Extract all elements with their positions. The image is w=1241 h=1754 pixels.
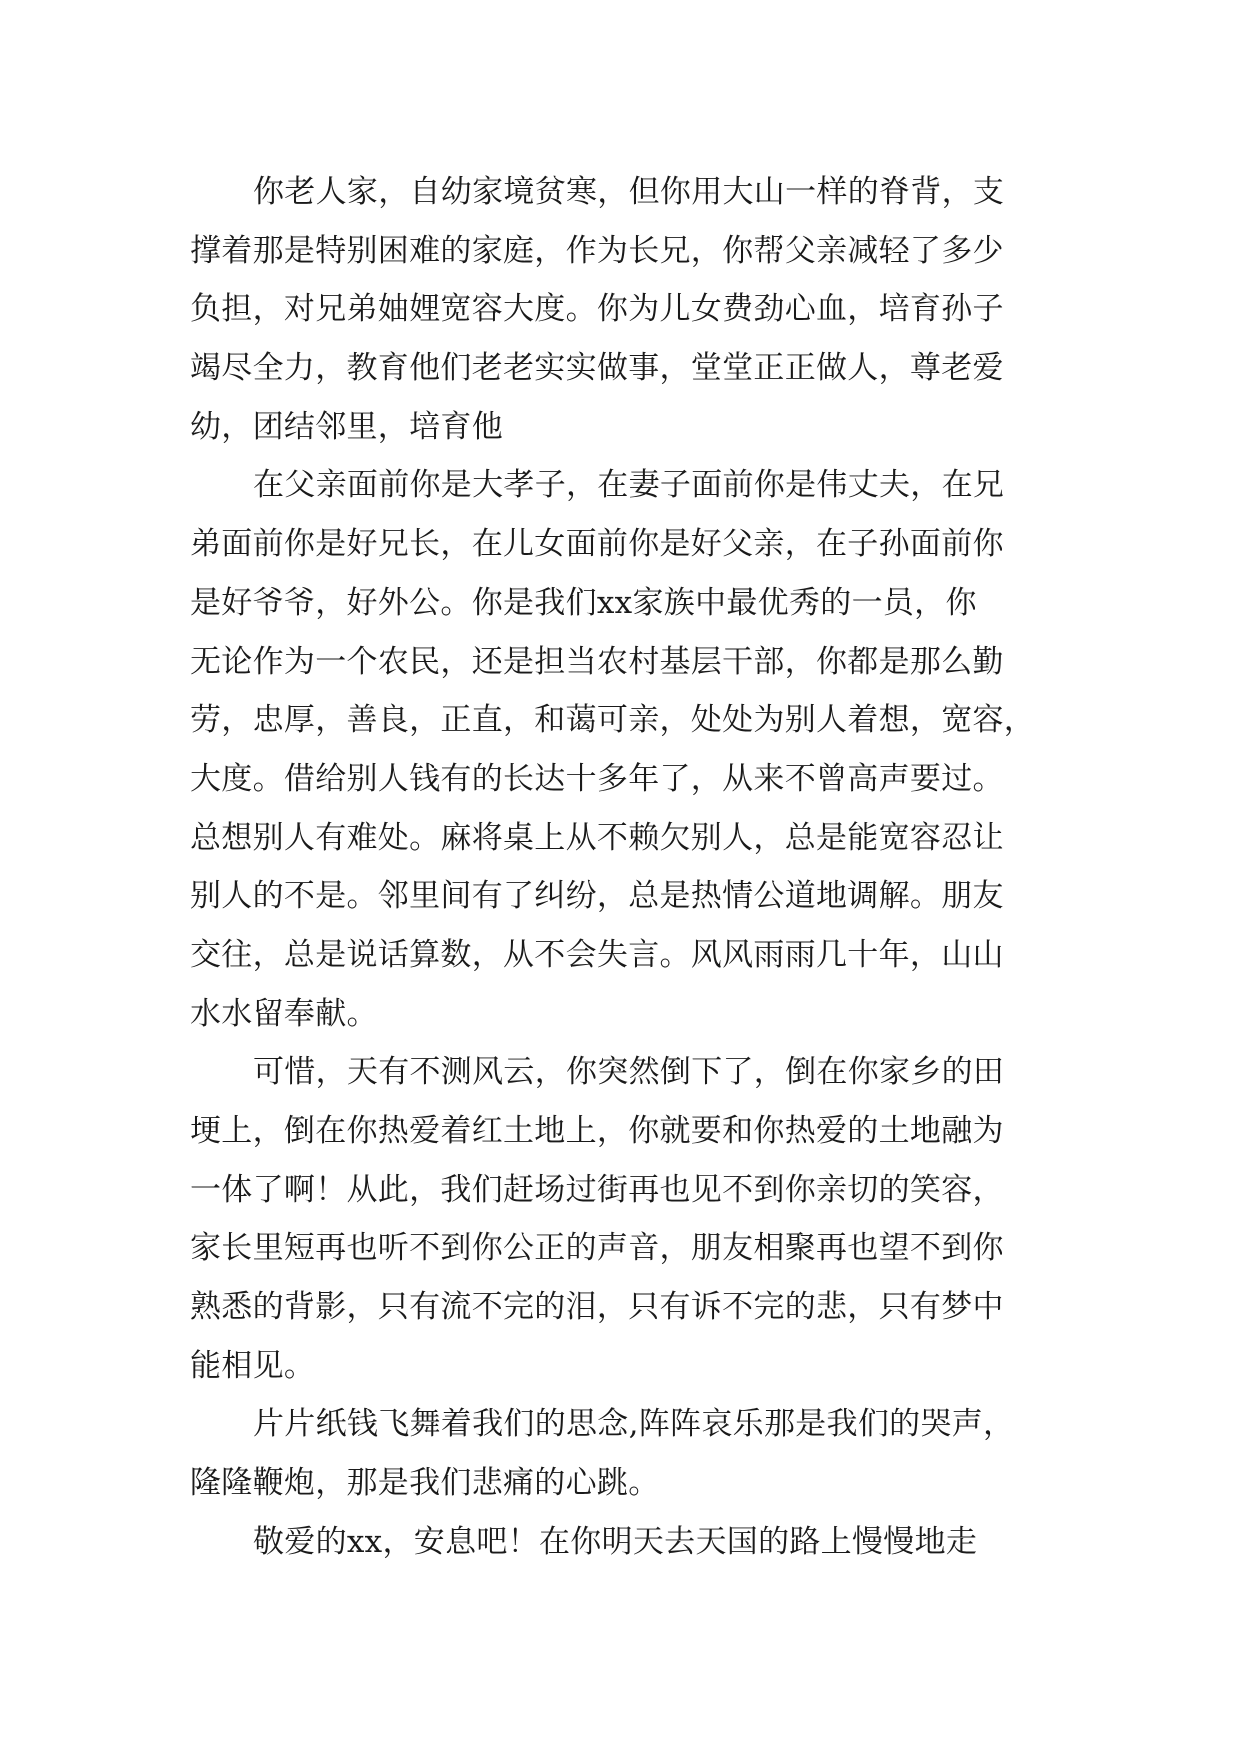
paragraph-5 <box>190 1513 1060 1572</box>
text-line: 无论作为一个农民，还是担当农村基层干部，你都是那么勤 <box>190 643 1004 680</box>
text-line: 竭尽全力，教育他们老老实实做事，堂堂正正做人，尊老爱 <box>190 350 1004 387</box>
text-line: 负担，对兄弟妯娌宽容大度。你为儿女费劲心血，培育孙子 <box>190 291 1004 328</box>
text-line: 撑着那是特别困难的家庭，作为长兄，你帮父亲减轻了多少 <box>190 232 1004 269</box>
text-line: 交往，总是说话算数，从不会失言。风风雨雨几十年，山山 <box>190 936 1004 973</box>
text-line: 可惜，天有不测风云，你突然倒下了，倒在你家乡的田 <box>253 1054 1005 1091</box>
text-line: 片片纸钱飞舞着我们的思念,阵阵哀乐那是我们的哭声， <box>253 1406 1015 1443</box>
text-line: 劳，忠厚，善良，正直，和蔼可亲，处处为别人着想，宽容， <box>190 702 1036 739</box>
text-line: 熟悉的背影，只有流不完的泪，只有诉不完的悲，只有梦中 <box>190 1289 1004 1326</box>
text-line: 埂上，倒在你热爱着红土地上，你就要和你热爱的土地融为 <box>190 1113 1004 1149</box>
paragraph-3 <box>190 1043 1060 1395</box>
text-line: 一体了啊！从此，我们赶场过街再也见不到你亲切的笑容， <box>190 1171 1004 1208</box>
text-line: 水水留奉献。 <box>190 995 378 1032</box>
paragraph-4 <box>190 1395 1060 1512</box>
text-line: 幼，团结邻里，培育他 <box>190 408 503 445</box>
paragraph-1 <box>190 163 1060 456</box>
text-line: 大度。借给别人钱有的长达十多年了，从来不曾高声要过。 <box>190 760 1004 797</box>
text-line: 弟面前你是好兄长，在儿女面前你是好父亲，在子孙面前你 <box>190 526 1004 563</box>
paragraph-2 <box>190 456 1060 1043</box>
text-line: 在父亲面前你是大孝子，在妻子面前你是伟丈夫，在兄 <box>253 467 1005 504</box>
text-line: 别人的不是。邻里间有了纠纷，总是热情公道地调解。朋友 <box>190 878 1004 915</box>
text-line: 家长里短再也听不到你公正的声音，朋友相聚再也望不到你 <box>190 1230 1004 1267</box>
text-line: 敬爱的xx，安息吧！在你明天去天国的路上慢慢地走 <box>253 1523 978 1560</box>
text-line: 隆隆鞭炮，那是我们悲痛的心跳。 <box>190 1465 660 1502</box>
text-line: 能相见。 <box>190 1347 316 1384</box>
text-line: 是好爷爷，好外公。你是我们xx家族中最优秀的一员，你 <box>190 584 977 621</box>
text-line: 总想别人有难处。麻将桌上从不赖欠别人，总是能宽容忍让 <box>190 819 1004 856</box>
text-line: 你老人家，自幼家境贫寒，但你用大山一样的脊背，支 <box>253 174 1005 210</box>
body-text <box>190 163 1060 1572</box>
